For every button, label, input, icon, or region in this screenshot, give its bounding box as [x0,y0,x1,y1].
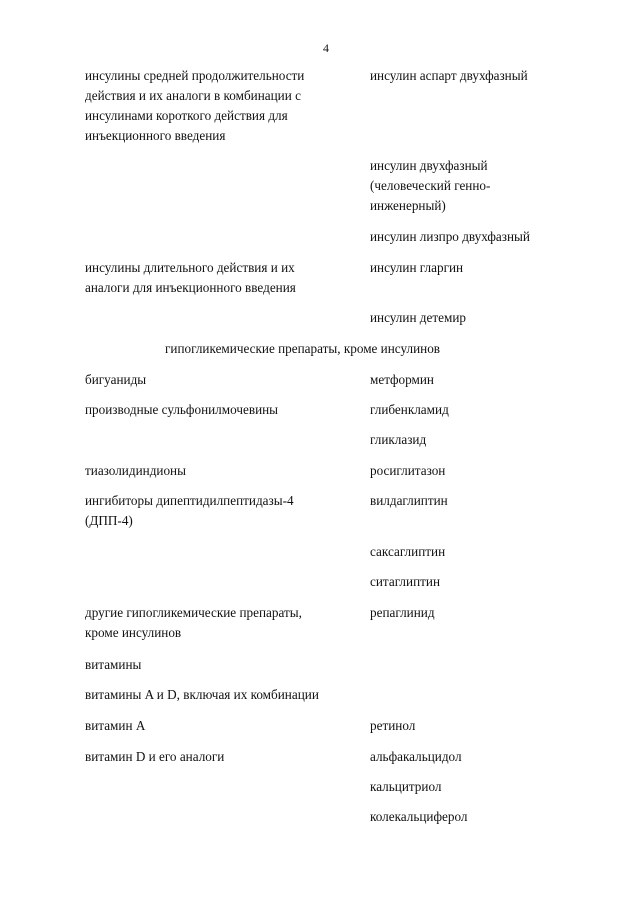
drug-name: инсулин аспарт двухфазный [370,68,528,83]
drug-name: глибенкламид [370,402,449,417]
drug-name: кальцитриол [370,779,442,794]
drug-name: колекальциферол [370,809,468,824]
drug-name: инсулин детемир [370,310,466,325]
group-name: производные сульфонилмочевины [85,402,279,417]
drug-name: инженерный) [370,198,446,213]
group-name: витамин D и его аналоги [85,749,225,764]
drug-name: инсулин двухфазный [370,158,488,173]
drug-name: ситаглиптин [370,574,441,589]
drug-name: репаглинид [370,605,435,620]
group-name: другие гипогликемические препараты, [85,605,302,620]
group-name: бигуаниды [85,372,147,387]
drug-name: инсулин лизпро двухфазный [370,229,530,244]
drug-name: альфакальцидол [370,749,462,764]
group-name: кроме инсулинов [85,625,182,640]
group-name: инъекционного введения [85,128,226,143]
drug-name: росиглитазон [370,463,446,478]
group-name: витамин A [85,718,146,733]
drug-name: (человеческий генно- [370,178,491,193]
group-name: действия и их аналоги в комбинации с [85,88,301,103]
drug-name: саксаглиптин [370,544,446,559]
group-name: инсулинами короткого действия для [85,108,288,123]
section-heading: гипогликемические препараты, кроме инсулинов [165,341,441,356]
group-name: аналоги для инъекционного введения [85,280,296,295]
page-number: 4 [323,41,329,55]
group-name: витамины [85,657,142,672]
drug-name: ретинол [370,718,416,733]
drug-name: вилдаглиптин [370,493,448,508]
group-name: инсулины длительного действия и их [85,260,295,275]
group-name: инсулины средней продолжительности [85,68,305,83]
group-name: витамины A и D, включая их комбинации [85,687,319,702]
drug-name: инсулин гларгин [370,260,464,275]
group-name: (ДПП-4) [85,513,133,528]
drug-name: гликлазид [370,432,427,447]
group-name: ингибиторы дипептидилпептидазы-4 [85,493,294,508]
group-name: тиазолидиндионы [85,463,186,478]
drug-name: метформин [370,372,434,387]
